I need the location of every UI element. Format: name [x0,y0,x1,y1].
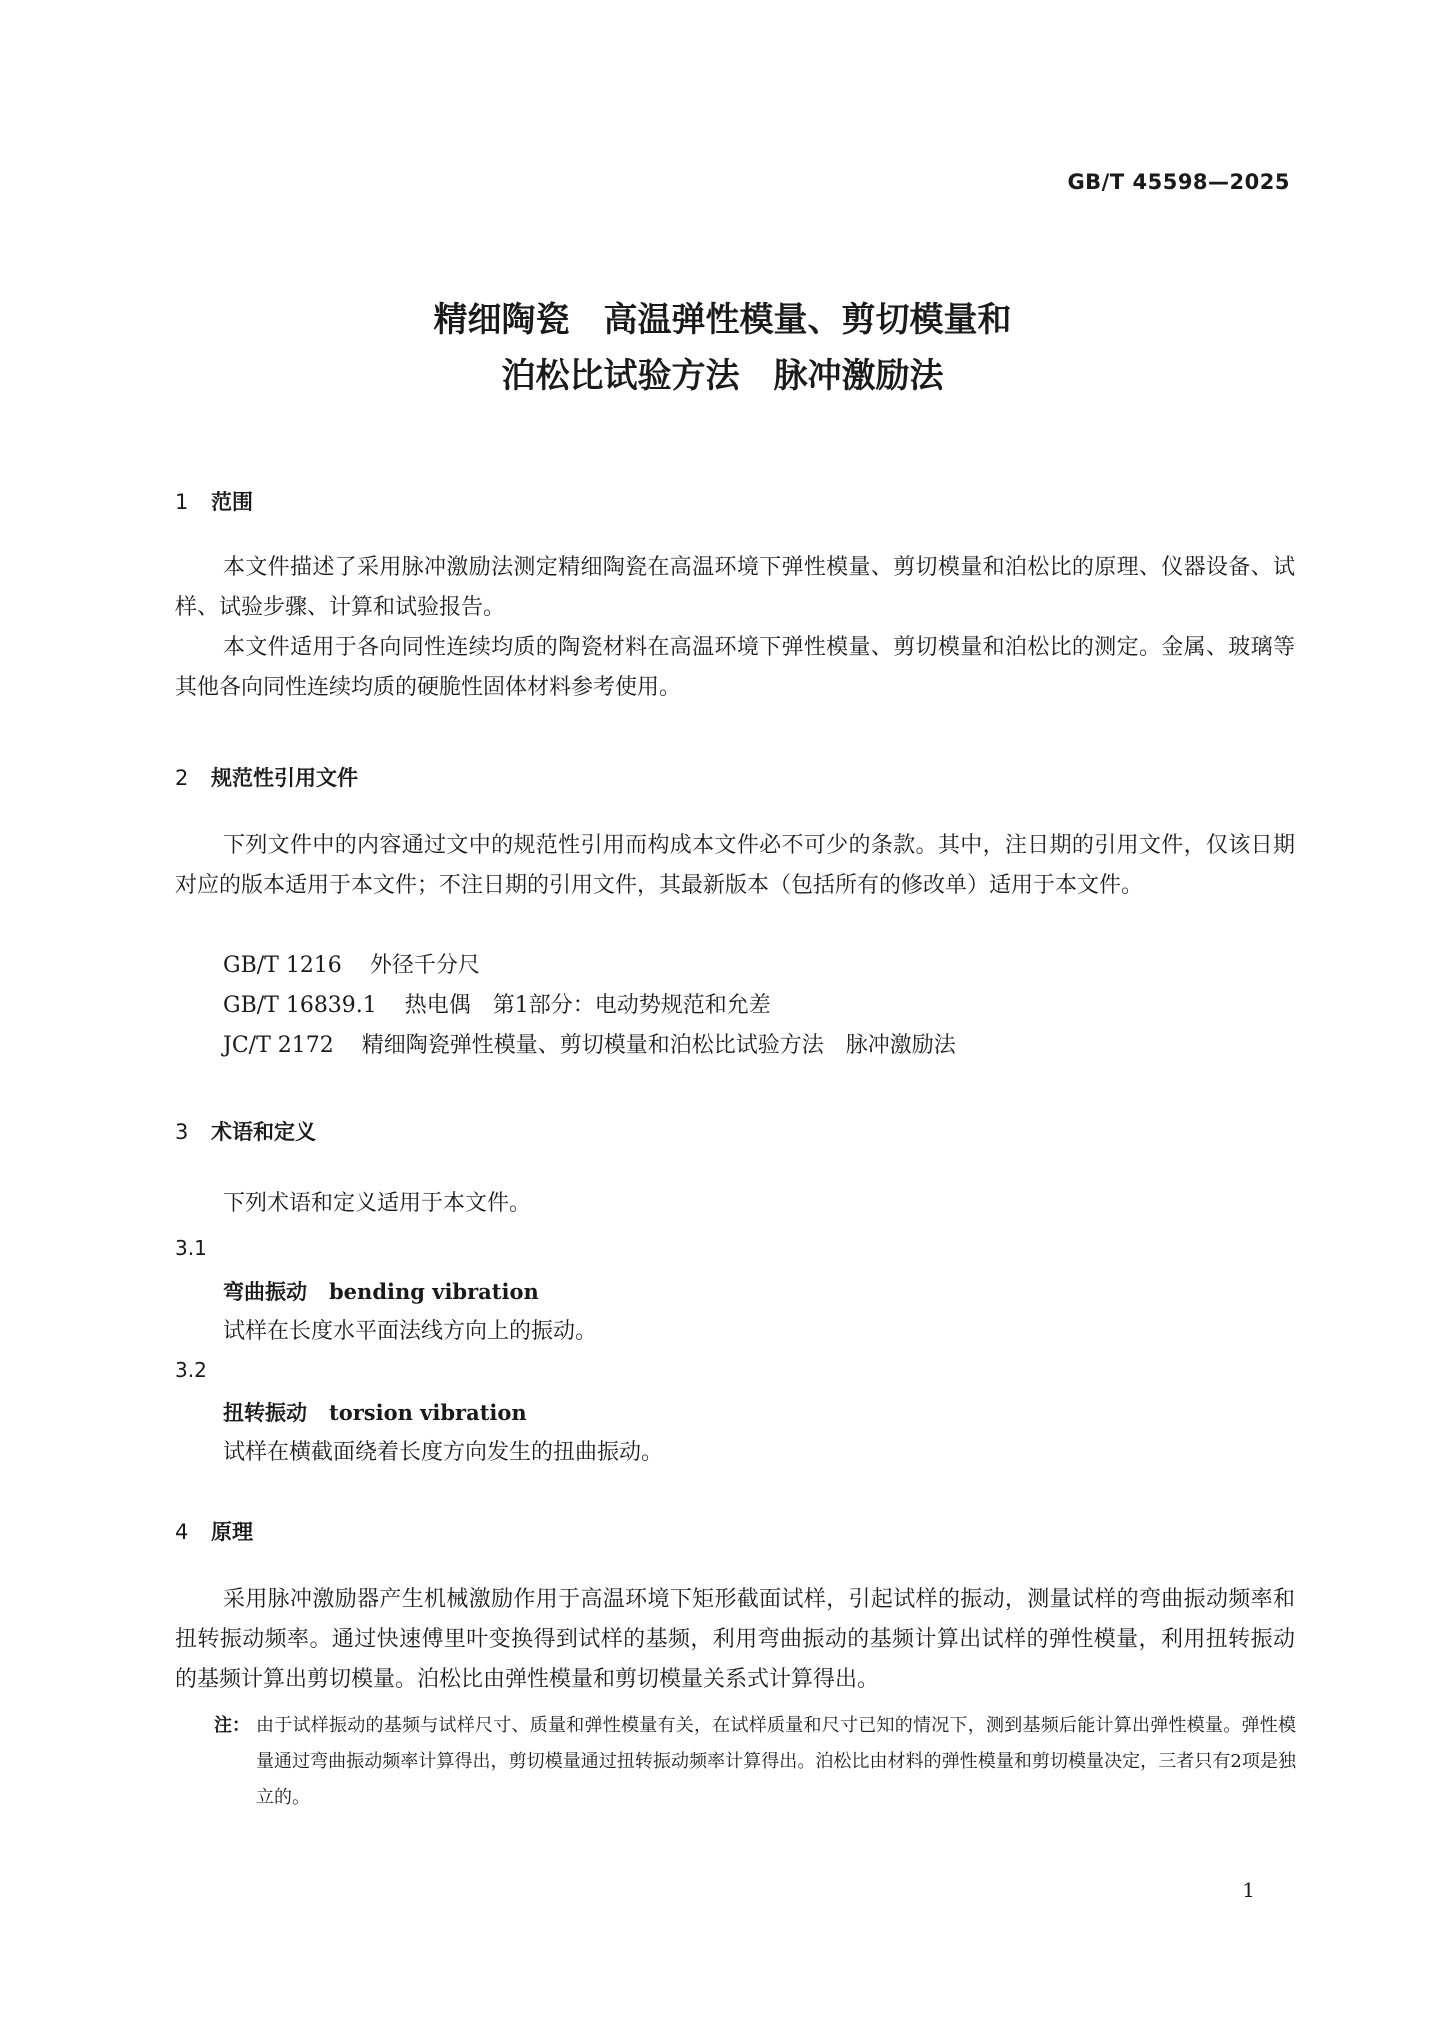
standard-number: GB/T 45598—2025 [1067,170,1290,194]
title-line-2: 泊松比试验方法 脉冲激励法 [501,356,944,396]
section-1-paragraph-2: 本文件适用于各向同性连续均质的陶瓷材料在高温环境下弹性模量、剪切模量和泊松比的测定。金属、玻璃等其他各向同性连续均质的硬脆性固体材料参考使用。 [175,635,1295,700]
term-entry [223,1276,539,1306]
note-text: 由于试样振动的基频与试样尺寸、质量和弹性模量有关，在试样质量和尺寸已知的情况下，测到基频后能计算出弹性模量。弹性模量通过弯曲振动频率计算得出，剪切模量通过扭转振动频率计算得出。泊松比由材料的弹性模量和剪切模量决定，三者只有2项是独立的。 [256,1715,1296,1808]
term-entry [223,1397,527,1427]
normative-reference [223,946,480,986]
title-line-1: 精细陶瓷 高温弹性模量、剪切模量和 [433,300,1012,340]
normative-reference [223,986,771,1026]
section-number: 3 [175,1120,189,1144]
term-chinese: 扭转振动 [223,1400,307,1425]
note-block [214,1708,1296,1816]
section-number: 4 [175,1520,189,1544]
section-2-paragraph-1: 下列文件中的内容通过文中的规范性引用而构成本文件必不可少的条款。其中，注日期的引用文件，仅该日期对应的版本适用于本文件；不注日期的引用文件，其最新版本（包括所有的修改单）适用于本文件。 [175,833,1295,898]
term-english: torsion vibration [329,1400,527,1425]
section-1-heading [175,486,253,516]
section-1-paragraph-1: 本文件描述了采用脉冲激励法测定精细陶瓷在高温环境下弹性模量、剪切模量和泊松比的原理、仪器设备、试样、试验步骤、计算和试验报告。 [175,555,1295,620]
term-chinese: 弯曲振动 [223,1279,307,1304]
reference-code: JC/T 2172 [223,1033,334,1058]
section-4-paragraph-1: 采用脉冲激励器产生机械激励作用于高温环境下矩形截面试样，引起试样的振动，测量试样的弯曲振动频率和扭转振动频率。通过快速傅里叶变换得到试样的基频，利用弯曲振动的基频计算出试样的弹性模量，利用扭转振动的基频计算出剪切模量。泊松比由弹性模量和剪切模量关系式计算得出。 [175,1587,1295,1692]
reference-name: 精细陶瓷弹性模量、剪切模量和泊松比试验方法 脉冲激励法 [361,1033,956,1058]
reference-code: GB/T 1216 [223,953,342,978]
section-number: 2 [175,766,189,790]
clause-number: 3.2 [175,1358,207,1382]
section-title: 术语和定义 [211,1120,316,1144]
section-title: 规范性引用文件 [211,766,358,790]
reference-name: 热电偶 第1部分：电动势规范和允差 [404,993,771,1018]
section-title: 范围 [211,490,253,514]
page-number: 1 [1242,1878,1255,1902]
term-english: bending vibration [329,1279,539,1304]
section-3-heading [175,1116,316,1146]
section-3-paragraph-1: 下列术语和定义适用于本文件。 [223,1191,532,1216]
note-label: 注： [214,1715,250,1736]
reference-code: GB/T 16839.1 [223,993,377,1018]
section-title: 原理 [211,1520,253,1544]
section-4-heading [175,1516,253,1546]
term-definition: 试样在横截面绕着长度方向发生的扭曲振动。 [223,1440,664,1465]
normative-reference [223,1026,956,1066]
clause-number: 3.1 [175,1236,207,1260]
reference-name: 外径千分尺 [369,953,480,978]
term-definition: 试样在长度水平面法线方向上的振动。 [223,1319,598,1344]
document-title [0,292,1445,404]
section-2-heading [175,762,358,792]
section-number: 1 [175,490,189,514]
